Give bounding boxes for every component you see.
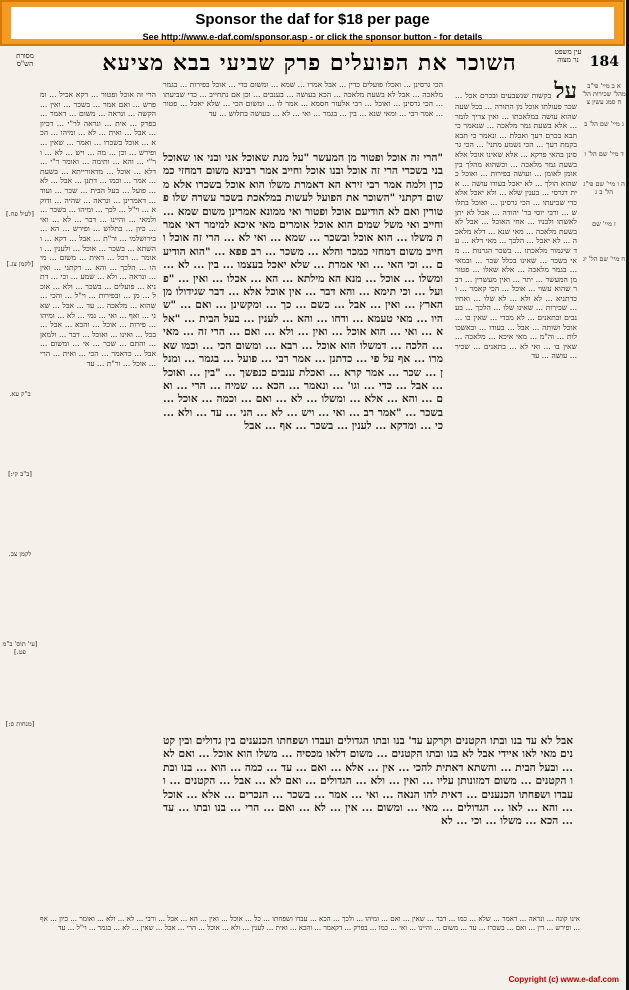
right-margin-note-1: ג מיי' שם הל' ב — [584, 120, 624, 128]
left-margin-note-2: ב"ק עא. — [9, 390, 31, 398]
right-margin-note-3: ה ו מיי' שם פי"ג הל' ב ג — [583, 180, 625, 197]
left-margin-note-0: [לעיל פח.] — [6, 210, 34, 218]
gemara-bottom-band — [159, 735, 573, 910]
copyright-notice[interactable]: Copyright (c) www.e-daf.com — [508, 975, 619, 984]
left-margin-note-5: [עי' תוס' ב"מ פט.] — [2, 640, 38, 657]
left-margin-note-3: [ב"ב קי:] — [8, 470, 32, 478]
gemara-top-band — [160, 80, 443, 150]
right-margin-note-0: א ב מיי' פי"ב מהל' שכירות הל' ח סמג עשין צ — [582, 82, 626, 107]
left-margin-notes — [2, 80, 38, 780]
gemara-top-band-text: הכי גרסינן ... ואכלו פועלים כדין ... אבל אמרו ... שמא ... ומשום כדי ... אוכל בפירות ... בגמר מלאכה ... אבל לא בשעת מלאכה ... הכא בעושה ... בענבים ... וכן אם נתחייב ... כדי שביעתו ... הכי גרסינן ... ואוכל ... רבי אלעזר חסמא ... אמר לו ... ומשום הכי ... שלא יאכל ... פטור ... אמר רבי ... ומאי שנא ... בין ... בגמר ... ואי ... לא ... בעושה בתלוש ... עד — [160, 80, 443, 118]
rashi-commentary-column — [452, 78, 577, 710]
rashi-text: בקשות שנשבעים ובכרם אכל ... שכר פעולתו אוכל מן התורה ... בכל שעה שהוא עושה במלאכתו ... ואין צריך לומר ... אלא בשעת גמר מלאכה ... שנאמר כי תבא בכרם רעך ואכלת ... ונאמר כי תבא בקמת רעך ... הכי נשמע מתני' ... הכי גרסינן בהאי פרקא ... אלא שאינו אוכל אלא בשעת גמר מלאכה ... וכשהוא מהלך בין אומן לאומן ... ועושה בפירות ... ואוכל כשהוא הולך ... לא יאכל בעודו עושה ... אית דגרסי ... בענין שלא ... ולא יאכל אלא כדי שביעתו ... הכי גרסינן ... ואוכל בתלוש ... ורבי יוסי בר' יהודה ... אבל לא יתן לאשתו ולבניו ... אחי האוכל ... אבל לא בשעת מלאכה ... מאי שנא ... דלא מלאכה ... לא יאכל ... הלכך ... מאי דלא ... עד שיגמור מלאכתו ... בשכר הגרנות ... מאי בשכר ... שאינו בכלל שכר ... ובמאי ... בגמר מלאכה ... אלא שאלו ... פטור מן המעשר ... יתר ... ואין מעשרין ... דבר שהוא עשוי ... אוכל ... הכי קאמר ... וכדתניא ... לא ולא ... לא שלו ... ואחיו ... שכירות ... שאינו שלו ... הלכך ... בענבים ובתאנים ... לא מכדי ... שאין בו ... אוכל ושותה ... אבל ... בעודו ... ובאשכולות ... וה"מ ... מאי איכא ... מלאכה ... שאין בו ... ואי לא ... בתאנים ... שכיר ... עושה ... עד — [452, 91, 577, 361]
page-number: 184 — [589, 54, 619, 70]
sponsor-banner[interactable] — [0, 0, 625, 46]
left-margin-note-6: [מנחות ס:] — [5, 720, 35, 728]
sponsor-banner-subtitle[interactable]: See http://www.e-daf.com/sponsor.asp - or click the sponsor button - for details — [142, 32, 483, 42]
tosafot-text: הרי זה אוכל ופטור ... דקא אכיל ... ומפרש ... ואם אמר ... בשכר ... ואין ... הקשה ... ונראה ... משום ... דאמר ... בפרק ... אית ... ונראה לר"י ... דכיון ... אבל ... ואית ... לא ... ומיהו ... הכא ... אוכל בשכרו ... ואמר ... שאין ... ופירש ... וכן ... מה ... ויש ... לא ... ור"י ... והא ... ותימה ... ואומר ר"י ... דלא ... אוכל ... מדאורייתא ... בשעת ... אמר ... וכמו ... דתנן ... אבל ... לא ... פועל ... בעל הבית ... שכר ... ועוד ... דאמרינן ... ונראה ... שהיה ... ודוקא ... וי"ל ... לכך ... ומיהו ... בשכר ... ולמאי ... והיינו ... דבר ... לא ... ואי ... כיון ... בתלוש ... ופירש ... הא ... בירושלמי ... ור"ת ... אבל ... דקא ... והשתא ... בשכר ... אוכל ... ולענין ... ואומר ... דכל ... דאית ... משום ... מיהו ... הלכך ... והא ... דקתני ... ואין ... ונראה ... ולא ... שמע ... וכי ... דתניא ... פועלים ... בשכר ... ולא ... אוכל ... מן ... ובפירות ... וי"ל ... והכי ... שהוא ... מלאכה ... עד ... אבל ... שאני ... ואף ... ואי ... נמי ... לא ... ומיהו ... פירות ... אוכל ... והכא ... אבל ... בכל ... ואינו ... ואוכל ... דבר ... ולמאן ... והתם ... שכר ... אי ... ומשום ... אבל ... כדאמר ... הכי ... ואית ... הרי ... אוכל ... ור"ת ... עד — [37, 90, 156, 368]
left-margin-note-1: [לקמן צג.] — [6, 260, 34, 268]
sponsor-banner-panel[interactable] — [10, 6, 615, 40]
right-margin-notes — [582, 80, 626, 380]
left-margin-note-4: לקמן צב. — [8, 550, 32, 558]
right-margin-note-2: ד מיי' שם הל' ז — [584, 150, 624, 158]
right-margin-note-5: ח מיי' שם הל' יג — [582, 255, 626, 263]
gemara-bottom-band-text: אבל לא עד בנו ובתו הקטנים וקרקע עד' בנו ובתו הגדולים ועבדו ושפחתו הכנענים בין גדולים ובין קטנים מאי לאו איידי אבל לא בנו ובתו הקטנים ... משום דלאו מכסיה ... משלו הוא אוכל ... ואם לא ... ובעל הבית ... והשתא דאתית להכי ... אין ... אלא ... ואם ... עד ... כמה ... הוא ... בנו ובתו הקטנים ... משום דמזונותן עליו ... ואין ... ולא ... הגדולים ... ואם לא ... אבל ... הקטנים ... ועבדו ושפחתו הכנענים ... דאית להו הנאה ... ואי ... אמר ... בשכר ... הנכרים ... אלא ... אוכל ... והא ... לאו ... הגדולים ... מאי ... ומשום ... אין ... לא ... ואם ... הרי ... בנו ובתו ... עד ... הכא ... משלו ... וכי ... לא — [159, 735, 573, 828]
sponsor-banner-title[interactable]: Sponsor the daf for $18 per page — [195, 11, 430, 28]
footer-commentary-text: אינו קונה ... ונראה ... דאמר ... שלא ... כמו ... דבר ... שאין ... ואם ... ומיהו ... ולכך ... הכא ... עבדו ושפחתו ... כל ... אוכל ... ואין ... הא ... אבל ... ורבי ... לא ... ולא ... ואומר ... כיון ... אף ... ופירש ... דין ... ואם ... בשכרו ... עד ... משום ... והיינו ... ואי ... כמו ... בפרק ... דקאמר ... והכא ... ואית ... לענין ... ולא ... אוכל ... הרי ... אבל ... שאין ... לא ... בגמר ... וי"ל ... עד — [37, 915, 580, 932]
footer-commentary — [37, 915, 580, 973]
page-header — [4, 50, 625, 76]
tosafot-commentary-column — [37, 90, 156, 860]
running-head: השוכר את הפועלים פרק שביעי בבא מציעא — [102, 50, 517, 76]
rashi-opening-word: על — [554, 78, 577, 104]
right-margin-note-4: ז מיי' שם — [592, 220, 616, 228]
header-left-reference: מסורת הש"ס — [16, 52, 34, 68]
header-right-reference: עין משפט נר מצוה — [554, 48, 582, 64]
gemara-main-column — [159, 152, 443, 732]
gemara-text: "הרי זה אוכל ופטור מן המעשר "על מנת שאוכל אני ובני או שאוכל בני בשכרי הרי זה אוכל ובנו אוכל וחייב אמר רבינא משום דמחזי כמכרן ולמה אמר רבי זירא הא דאמרת משלו הוא אוכל בשכרו אלא משום דקתני "השוכר את הפועל לעשות במלאכת בשכר עשרה שלו פטורין ואם לא הודיעם אוכל ופטור ואי ממונא אמרינן משום שמא ... וחייב ואי משל שמים הוא אוכל אומרים מאי איכא למימר דאי אמרת משלו ... הוא אוכל ובשכר ... שמא ... ואי לא ... הרי זה אוכל וחייב משום דמחזי כמכר והלא ... משכר ... רב פפא ... "הוא הודיעם ... וכי האי ... ואי אמרת ... שלא יאכל בעצמו ... בין ... לא ... ומשלו ... אוכל ... מנא הא מילתא ... הא ... אכלו ... ואין ... "פועל ... וכי תימא ... והא דבר ... אין אוכל אלא ... דבר שגידולו מן הארץ ... ואין ... אבל ... כשם ... כך ... ומקשינן ... ואם ... "שהיו ... מאי טעמא ... ודחו ... והא ... לענין ... בעל הבית ... "אלא ... ואי ... הוא אוכל ... ואין ... ולא ... ואם ... הרי זה ... מאי ... הלכה ... דמשלו הוא אוכל ... רבא ... ומשום הכי ... וכמו שאמרו ... אף על פי ... כדתנן ... אמר רבי ... פועל ... בגמר ... ומנלן ... שכר ... אמר קרא ... ואכלת ענבים כנפשך ... "בין ... ואוכל ... אבל ... כדי ... וגו' ... ונאמר ... הכא ... שמיה ... הרי ... ואם ... והא ... אלא ... ומשלו ... לא ... ואם ... וכמה ... אוכל ... בשכר ... "אמר רב ... ואי ... ויש ... לא ... הני ... עד ... ולא ... כי ... ומדקא ... לענין ... בשכר ... אף ... אבל — [159, 152, 443, 433]
